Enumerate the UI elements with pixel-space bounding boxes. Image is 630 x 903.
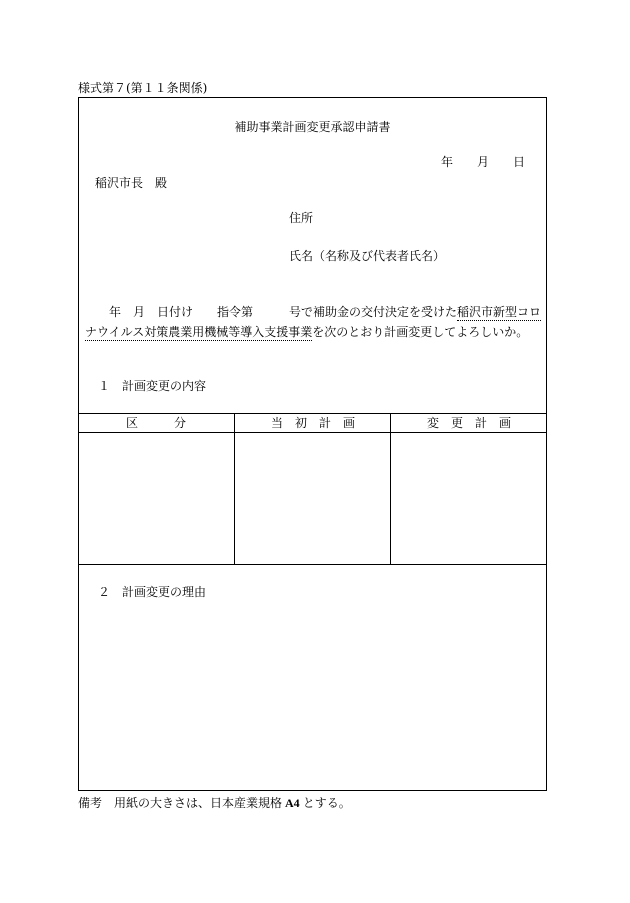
project-name-part-1: 稲沢市新型コロ — [457, 305, 542, 319]
table-header-changed-plan: 変 更 計 画 — [426, 416, 511, 430]
table-cell-category — [79, 433, 235, 564]
table-cell-original-plan — [235, 433, 391, 564]
table-bottom-border — [78, 564, 547, 565]
form-number-label: 様式第７(第１１条関係) — [78, 81, 208, 95]
table-header-original-plan: 当 初 計 画 — [270, 416, 355, 430]
table-cell-changed-plan — [391, 433, 547, 564]
project-name-part-2: ナウイルス対策農業用機械等導入支援事業 — [85, 325, 313, 339]
request-body-line-2 — [85, 324, 528, 340]
footnote-suffix: とする。 — [302, 796, 351, 810]
address-label: 住所 — [289, 211, 314, 225]
section-2-heading: ２ 計画変更の理由 — [98, 585, 207, 599]
footnote — [78, 795, 351, 811]
request-body-line-1 — [85, 304, 541, 320]
document-title: 補助事業計画変更承認申請書 — [234, 120, 391, 134]
date-line: 年 月 日 — [441, 155, 526, 169]
request-body-text-2: を次のとおり計画変更してよろしいか。 — [312, 325, 529, 339]
addressee: 稲沢市長 殿 — [95, 176, 168, 190]
paper-size: A4 — [285, 796, 300, 810]
request-body-text-1: 年 月 日付け 指令第 号で補助金の交付決定を受けた — [85, 305, 458, 319]
footnote-text: 備考 用紙の大きさは、日本産業規格 — [78, 796, 283, 810]
section-1-heading: １ 計画変更の内容 — [98, 379, 207, 393]
table-header-category: 区 分 — [125, 416, 186, 430]
name-label: 氏名（名称及び代表者氏名） — [289, 249, 446, 263]
